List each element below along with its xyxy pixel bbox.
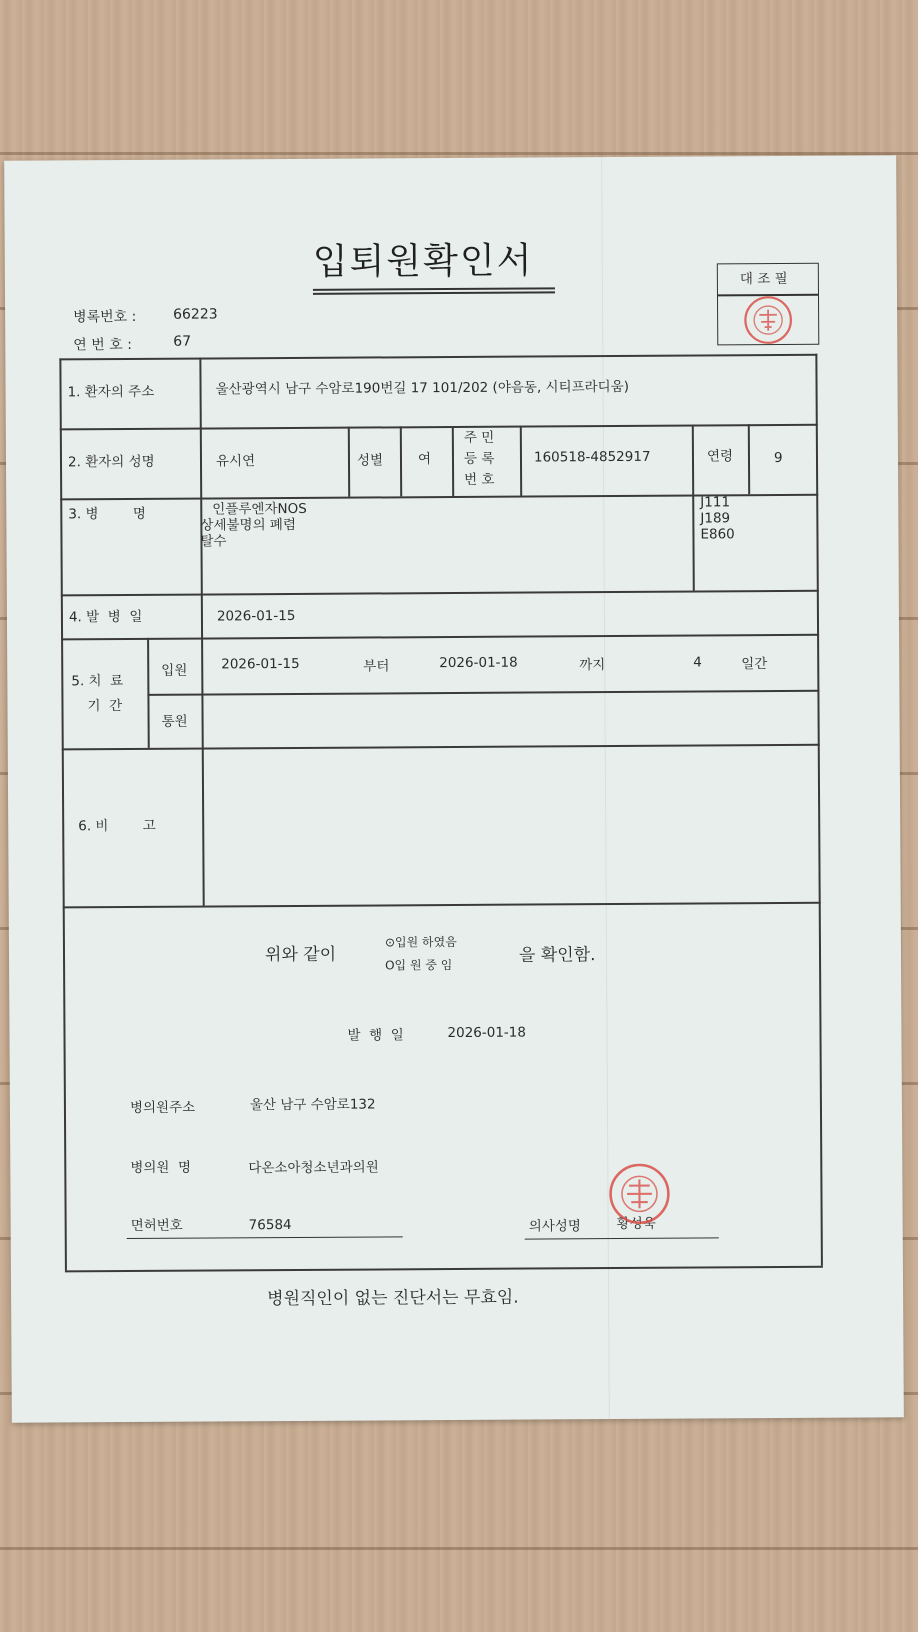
serial-no-label: 연 번 호 : — [73, 336, 132, 354]
patient-age: 9 — [773, 449, 783, 467]
inpatient-to-date: 2026-01-18 — [439, 654, 518, 672]
inpatient-to-word: 까지 — [579, 657, 606, 674]
table-top-border — [59, 354, 817, 360]
col-divider-age-value — [748, 424, 750, 494]
table-bottom-border — [65, 1266, 823, 1272]
rrn-label-line-3: 번 호 — [464, 471, 495, 488]
treatment-label-bottom: 기 간 — [87, 698, 123, 715]
license-underline — [127, 1236, 403, 1239]
label-column-divider — [199, 358, 204, 906]
title-underline-2 — [313, 291, 555, 294]
confirm-suffix: 을 확인함. — [518, 945, 596, 966]
age-label: 연령 — [706, 448, 734, 465]
record-no-value: 66223 — [173, 306, 218, 323]
confirm-prefix: 위와 같이 — [264, 944, 337, 966]
inpatient-days-word: 일간 — [741, 656, 768, 673]
certificate-paper — [4, 155, 904, 1422]
address-label: 1. 환자의 주소 — [67, 383, 155, 401]
disease-name-1: 인플루엔자NOS — [212, 500, 307, 518]
onset-label: 4. 발 병 일 — [68, 608, 143, 626]
col-divider-rrn-label — [452, 426, 454, 496]
hospital-name-label: 병의원 명 — [130, 1159, 192, 1176]
title-underline-1 — [313, 287, 555, 290]
col-divider-sex-value — [400, 426, 402, 496]
row-divider-4 — [61, 634, 819, 640]
disease-name-2: 상세불명의 폐렴 — [200, 516, 297, 534]
onset-date: 2026-01-15 — [216, 607, 296, 625]
issue-date-label: 발 행 일 — [347, 1027, 404, 1044]
doctor-name: 황성욱 — [616, 1215, 656, 1233]
disease-label: 3. 병 명 — [68, 505, 146, 523]
issue-date: 2026-01-18 — [447, 1024, 527, 1042]
row-divider-inpatient — [147, 690, 819, 696]
row-divider-6 — [63, 902, 821, 908]
col-divider-age-codes — [692, 425, 695, 591]
inpatient-from-word: 부터 — [363, 658, 390, 675]
document-title: 입퇴원확인서 — [312, 240, 534, 283]
patient-address: 울산광역시 남구 수암로190번길 17 101/202 (야음동, 시티프라디움) — [215, 378, 630, 398]
disease-code-2: J189 — [700, 510, 731, 527]
hospital-seal-stamp — [606, 1161, 672, 1227]
disease-code-1: J111 — [700, 494, 731, 511]
inpatient-from-date: 2026-01-15 — [221, 655, 300, 673]
sex-label: 성별 — [356, 452, 384, 469]
record-no-label: 병록번호 : — [73, 308, 137, 326]
treatment-label-top: 5. 치 료 — [71, 673, 124, 690]
patient-name: 유시연 — [215, 453, 256, 470]
col-divider-sex-label — [348, 427, 350, 497]
disease-name-3: 탈수 — [200, 533, 227, 550]
row-divider-1 — [60, 424, 818, 430]
inpatient-label: 입원 — [161, 662, 188, 679]
footer-validity-note: 병원직인이 없는 진단서는 무효임. — [267, 1287, 519, 1310]
reference-check-box — [717, 263, 819, 346]
row-divider-3 — [61, 590, 819, 596]
col-divider-rrn-value — [520, 426, 522, 496]
patient-sex: 여 — [417, 451, 432, 468]
serial-no-value: 67 — [173, 333, 192, 350]
hospital-address: 울산 남구 수암로132 — [249, 1096, 376, 1114]
paper-fold-crease — [601, 157, 610, 1419]
hospital-address-label: 병의원주소 — [129, 1099, 196, 1116]
name-label: 2. 환자의 성명 — [67, 453, 155, 471]
license-number: 76584 — [248, 1217, 292, 1234]
inpatient-days: 4 — [693, 654, 702, 671]
reference-seal-stamp — [740, 292, 796, 348]
rrn-label-line-1: 주 민 — [463, 429, 495, 446]
rrn-label-line-2: 등 록 — [463, 450, 495, 467]
disease-code-3: E860 — [700, 526, 735, 543]
outpatient-label: 통원 — [161, 713, 188, 730]
doctor-name-label: 의사성명 — [528, 1218, 581, 1235]
remarks-label: 6. 비 고 — [78, 817, 156, 835]
patient-rrn: 160518-4852917 — [533, 448, 651, 466]
hospital-name: 다온소아청소년과의원 — [248, 1159, 379, 1177]
row-divider-5 — [62, 744, 820, 750]
table-left-border — [59, 358, 66, 1270]
reference-box-label: 대 조 필 — [739, 270, 788, 288]
license-label: 면허번호 — [130, 1217, 183, 1234]
confirm-option-hospitalized: O입 원 중 임 — [385, 958, 453, 973]
confirm-option-admitted: ⊙입원 하였음 — [384, 934, 457, 950]
table-right-border — [815, 354, 822, 1266]
doctor-underline — [525, 1237, 719, 1239]
col-divider-treatment — [147, 638, 149, 748]
